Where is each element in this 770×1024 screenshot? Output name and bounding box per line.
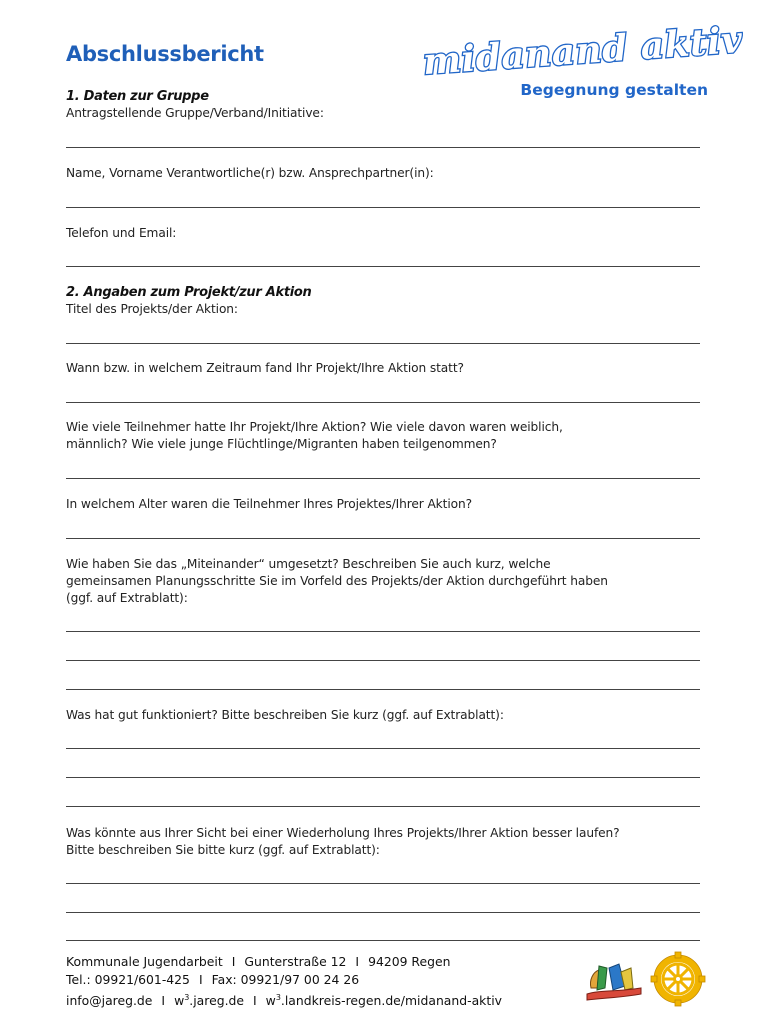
question-what-worked: Was hat gut funktioniert? Bitte beschreiben Sie kurz (ggf. auf Extrablatt): <box>66 708 504 722</box>
footer-fax: Fax: 09921/97 00 24 26 <box>211 972 360 987</box>
question-togetherness-line3: (ggf. auf Extrablatt): <box>66 591 188 605</box>
footer-separator: I <box>231 954 236 969</box>
answer-line[interactable] <box>66 912 700 913</box>
footer-website2-link[interactable] <box>266 993 502 1008</box>
logo-wordmark: midanand aktiv <box>421 18 744 84</box>
answer-line[interactable] <box>66 402 700 403</box>
question-togetherness-line1: Wie haben Sie das „Miteinander“ umgesetzt? Beschreiben Sie auch kurz, welche <box>66 557 551 571</box>
footer-street: Gunterstraße 12 <box>244 954 347 969</box>
footer-address <box>66 953 502 1010</box>
question-togetherness-line2: gemeinsamen Planungsschritte Sie im Vorfeld des Projekts/der Aktion durchgeführt haben <box>66 574 608 588</box>
answer-line[interactable] <box>66 266 700 267</box>
question-participants-line1: Wie viele Teilnehmer hatte Ihr Projekt/Ihre Aktion? Wie viele davon waren weiblich, <box>66 420 563 434</box>
answer-line[interactable] <box>66 689 700 690</box>
footer-city: 94209 Regen <box>368 954 451 969</box>
question-improvements-line2: Bitte beschreiben Sie bitte kurz (ggf. auf Extrablatt): <box>66 843 380 857</box>
question-age: In welchem Alter waren die Teilnehmer Ihres Projektes/Ihrer Aktion? <box>66 497 472 511</box>
jugendarbeit-logo-icon <box>585 958 645 1002</box>
footer-phone: Tel.: 09921/601-425 <box>66 972 190 987</box>
web-prefix: w <box>174 993 185 1009</box>
answer-line[interactable] <box>66 777 700 778</box>
answer-line[interactable] <box>66 478 700 479</box>
section-group-data <box>66 89 706 122</box>
answer-line[interactable] <box>66 207 700 208</box>
section-heading: 2. Angaben zum Projekt/zur Aktion <box>66 285 312 300</box>
field-block <box>66 165 706 182</box>
section-project-data <box>66 285 706 318</box>
footer-website-link[interactable] <box>174 993 244 1008</box>
rotary-wheel-icon <box>651 952 705 1006</box>
field-label-phone-email: Telefon und Email: <box>66 226 177 240</box>
footer-separator: I <box>198 972 203 987</box>
footer-separator: I <box>355 954 360 969</box>
answer-line[interactable] <box>66 806 700 807</box>
question-block <box>66 360 706 377</box>
question-block <box>66 496 706 513</box>
question-participants-line2: männlich? Wie viele junge Flüchtlinge/Migranten haben teilgenommen? <box>66 437 497 451</box>
answer-line[interactable] <box>66 538 700 539</box>
question-block <box>66 556 706 607</box>
answer-line[interactable] <box>66 147 700 148</box>
field-label-contact-name: Name, Vorname Verantwortliche(r) bzw. Ansprechpartner(in): <box>66 166 434 180</box>
footer-line-2 <box>66 971 502 989</box>
footer-separator: I <box>161 993 166 1009</box>
footer-org: Kommunale Jugendarbeit <box>66 954 223 969</box>
section-heading: 1. Daten zur Gruppe <box>66 89 209 104</box>
web-rest: .landkreis-regen.de/midanand-aktiv <box>280 993 502 1009</box>
footer-line-3 <box>66 989 502 1010</box>
question-block <box>66 825 706 859</box>
web-sup: 3 <box>184 993 190 1002</box>
answer-line[interactable] <box>66 940 700 941</box>
web-rest: .jareg.de <box>189 993 245 1009</box>
page-title: Abschlussbericht <box>66 42 264 66</box>
web-sup: 3 <box>275 993 281 1002</box>
field-block <box>66 225 706 242</box>
question-improvements-line1: Was könnte aus Ihrer Sicht bei einer Wiederholung Ihres Projekts/Ihrer Aktion besser laufen? <box>66 826 620 840</box>
question-timeframe: Wann bzw. in welchem Zeitraum fand Ihr Projekt/Ihre Aktion statt? <box>66 361 464 375</box>
answer-line[interactable] <box>66 343 700 344</box>
answer-line[interactable] <box>66 748 700 749</box>
web-prefix: w <box>265 993 276 1009</box>
question-title: Titel des Projekts/der Aktion: <box>66 302 238 316</box>
answer-line[interactable] <box>66 883 700 884</box>
field-label-group: Antragstellende Gruppe/Verband/Initiative: <box>66 106 324 120</box>
answer-line[interactable] <box>66 631 700 632</box>
answer-line[interactable] <box>66 660 700 661</box>
question-block <box>66 707 706 724</box>
logo-tagline: Begegnung gestalten <box>520 81 708 99</box>
footer-separator: I <box>253 993 257 1009</box>
footer-email-link[interactable]: info@jareg.de <box>66 993 153 1009</box>
question-block <box>66 419 706 453</box>
footer-line-1 <box>66 953 502 971</box>
